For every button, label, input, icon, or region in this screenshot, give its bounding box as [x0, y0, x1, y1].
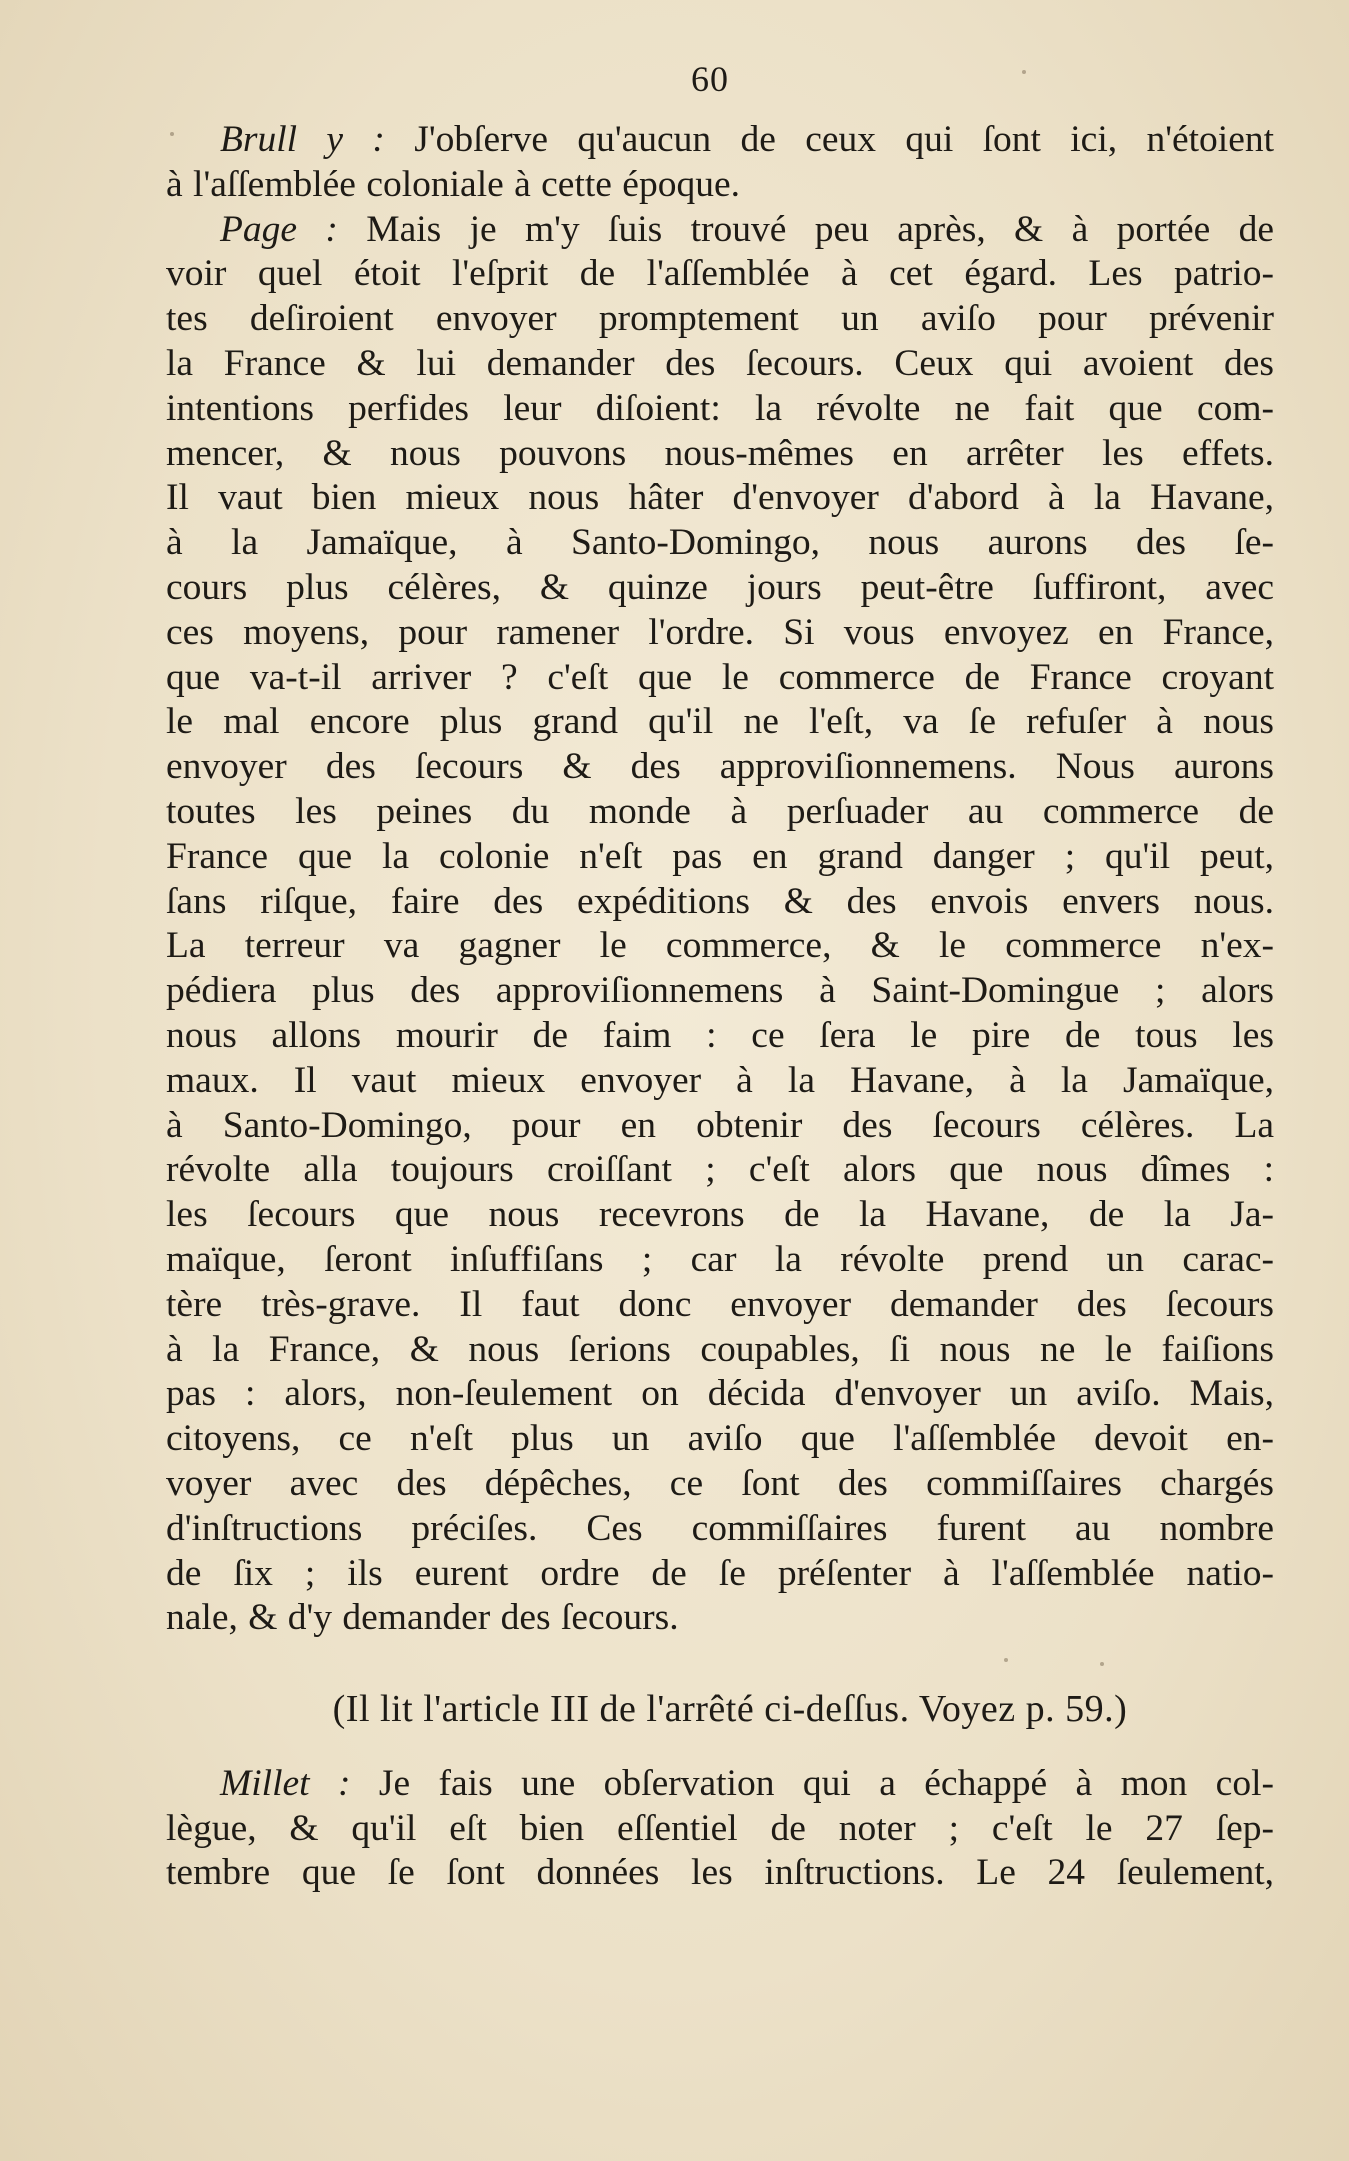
text-line: à l'aſſemblée coloniale à cette époque.	[166, 163, 740, 205]
text-line: maux. Il vaut mieux envoyer à la Havane, à la Jamaïque,	[166, 1059, 1274, 1101]
text-line: tes deſiroient envoyer promptement un aviſo pour prévenir	[166, 298, 1274, 340]
text-line: à la Jamaïque, à Santo-Domingo, nous aurons des ſe-	[166, 522, 1274, 564]
text-line: les ſecours que nous recevrons de la Havane, de la Ja-	[166, 1194, 1274, 1236]
spacer	[166, 1732, 1274, 1762]
paragraph-page	[166, 208, 1274, 1642]
paper-speck	[1004, 1658, 1008, 1662]
text-line: intentions perfides leur diſoient: la révolte ne fait que com-	[166, 387, 1274, 429]
text-line: pédiera plus des approviſionnemens à Saint-Domingue ; alors	[166, 970, 1274, 1012]
text-line: le mal encore plus grand qu'il ne l'eſt, va ſe refuſer à nous	[166, 701, 1274, 743]
text-line: lègue, & qu'il eſt bien eſſentiel de noter ; c'eſt le 27 ſep-	[166, 1807, 1274, 1849]
text-line: à la France, & nous ſerions coupables, ſi nous ne le faiſions	[166, 1328, 1274, 1370]
text-line: La terreur va gagner le commerce, & le commerce n'ex-	[166, 925, 1274, 967]
text-line: maïque, ſeront inſuffiſans ; car la révolte prend un carac-	[166, 1238, 1274, 1280]
text-line: Page : Mais je m'y ſuis trouvé peu après, & à portée de	[220, 208, 1275, 250]
text-line: ces moyens, pour ramener l'ordre. Si vous envoyez en France,	[166, 611, 1274, 653]
text-line: révolte alla toujours croiſſant ; c'eſt alors que nous dîmes :	[166, 1149, 1274, 1191]
speaker-name: Brull y :	[220, 119, 385, 160]
speaker-name: Millet :	[220, 1762, 351, 1804]
speaker-name: Page :	[220, 208, 338, 250]
text-line: citoyens, ce n'eſt plus un aviſo que l'aſſemblée devoit en-	[166, 1418, 1274, 1460]
spacer	[166, 1641, 1274, 1687]
paper-speck	[170, 132, 174, 136]
page-number: 60	[691, 59, 729, 99]
text-line: France que la colonie n'eſt pas en grand danger ; qu'il peut,	[166, 835, 1274, 877]
text-line: la France & lui demander des ſecours. Ceux qui avoient des	[166, 342, 1274, 384]
text-line: envoyer des ſecours & des approviſionnemens. Nous aurons	[166, 746, 1274, 788]
text-line: nous allons mourir de faim : ce ſera le pire de tous les	[166, 1014, 1274, 1056]
text-line: nale, & d'y demander des ſecours.	[166, 1597, 679, 1639]
text-line: à Santo-Domingo, pour en obtenir des ſecours célères. La	[166, 1104, 1274, 1146]
text-line: ſans riſque, faire des expéditions & des envois envers nous.	[166, 880, 1274, 922]
text-line: d'inſtructions préciſes. Ces commiſſaires furent au nombre	[166, 1507, 1274, 1549]
text-line: cours plus célères, & quinze jours peut-être ſuffiront, avec	[166, 566, 1274, 608]
page-text	[166, 118, 1274, 1896]
text-line: de ſix ; ils eurent ordre de ſe préſenter à l'aſſemblée natio-	[166, 1552, 1274, 1594]
text-line: toutes les peines du monde à perſuader au commerce de	[166, 790, 1274, 832]
text-line: pas : alors, non-ſeulement on décida d'envoyer un aviſo. Mais,	[166, 1373, 1274, 1415]
text-line: mencer, & nous pouvons nous-mêmes en arrêter les effets.	[166, 432, 1274, 474]
text-line: voyer avec des dépêches, ce ſont des commiſſaires chargés	[166, 1462, 1274, 1504]
paper-speck	[1022, 70, 1026, 74]
text-line: tère très-grave. Il faut donc envoyer demander des ſecours	[166, 1283, 1274, 1325]
stage-direction: (Il lit l'article III de l'arrêté ci-deſſus. Voyez p. 59.)	[332, 1688, 1128, 1731]
paragraph-millet	[166, 1762, 1274, 1896]
text-line: que va-t-il arriver ? c'eſt que le commerce de France croyant	[166, 656, 1274, 698]
paper-speck	[1100, 1662, 1104, 1666]
text-line: tembre que ſe ſont données les inſtructions. Le 24 ſeulement,	[166, 1852, 1274, 1894]
text-line: Il vaut bien mieux nous hâter d'envoyer d'abord à la Havane,	[166, 477, 1274, 519]
text-line: Brull y : J'obſerve qu'aucun de ceux qui ſont ici, n'étoient	[220, 119, 1275, 160]
text-line: Millet : Je fais une obſervation qui a échappé à mon col-	[220, 1762, 1274, 1804]
paragraph-brully	[166, 118, 1274, 208]
text-line: voir quel étoit l'eſprit de l'aſſemblée à cet égard. Les patrio-	[166, 253, 1274, 295]
